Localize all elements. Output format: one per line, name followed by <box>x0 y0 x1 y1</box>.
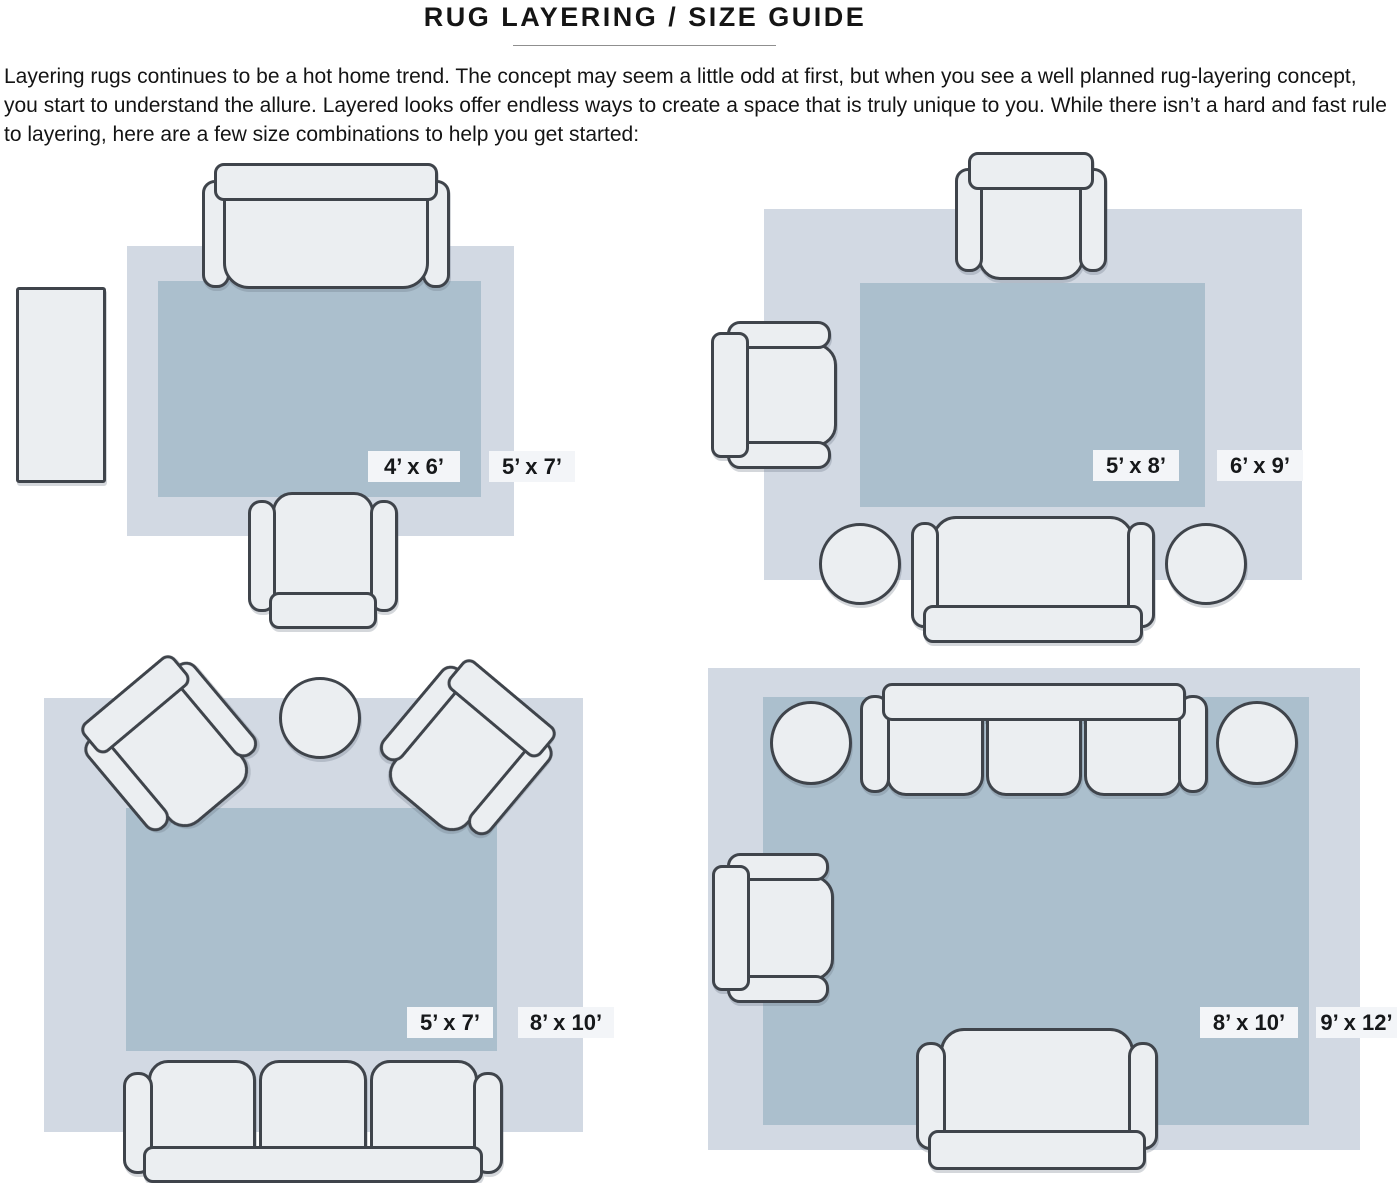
inner-rug-size-label: 5’ x 8’ <box>1093 450 1179 481</box>
sofa-cushion-3 <box>1084 714 1182 796</box>
outer-rug-size-label: 5’ x 7’ <box>489 451 575 482</box>
round-side-table-left <box>770 701 852 785</box>
sofa-seat <box>940 1028 1134 1138</box>
outer-rug-size-label: 9’ x 12’ <box>1316 1007 1397 1038</box>
inner-rug-size-label: 8’ x 10’ <box>1200 1007 1298 1038</box>
loveseat-bottom <box>916 1028 1158 1170</box>
armchair-back <box>712 865 750 991</box>
inner-rug-size-label: 4’ x 6’ <box>368 451 460 482</box>
page-title: RUG LAYERING / SIZE GUIDE <box>423 2 867 32</box>
intro-text: Layering rugs continues to be a hot home trend. The concept may seem a little odd at first, but when you see a well planned rug-layering concept, you start to understand the allure. Layered looks offer endless ways to create a space that is truly unique to you. While there isn’t a hard and fast rule to layering, here are a few size combinations to help you get started: <box>4 65 1387 146</box>
round-table-top <box>1216 701 1298 785</box>
inner-rug-size-label: 5’ x 7’ <box>407 1007 493 1038</box>
armchair-left <box>712 853 834 1003</box>
round-side-table-right <box>1216 701 1298 785</box>
sofa-three-seat-top <box>860 680 1208 798</box>
sofa-cushion-1 <box>886 714 984 796</box>
outer-rug-size-label: 6’ x 9’ <box>1217 450 1303 481</box>
sofa-back <box>928 1130 1146 1170</box>
sofa-cushion-2 <box>986 714 1082 796</box>
sofa-back <box>882 683 1186 721</box>
armchair-seat <box>740 875 834 981</box>
outer-rug-size-label: 8’ x 10’ <box>518 1007 614 1038</box>
round-table-top <box>770 701 852 785</box>
